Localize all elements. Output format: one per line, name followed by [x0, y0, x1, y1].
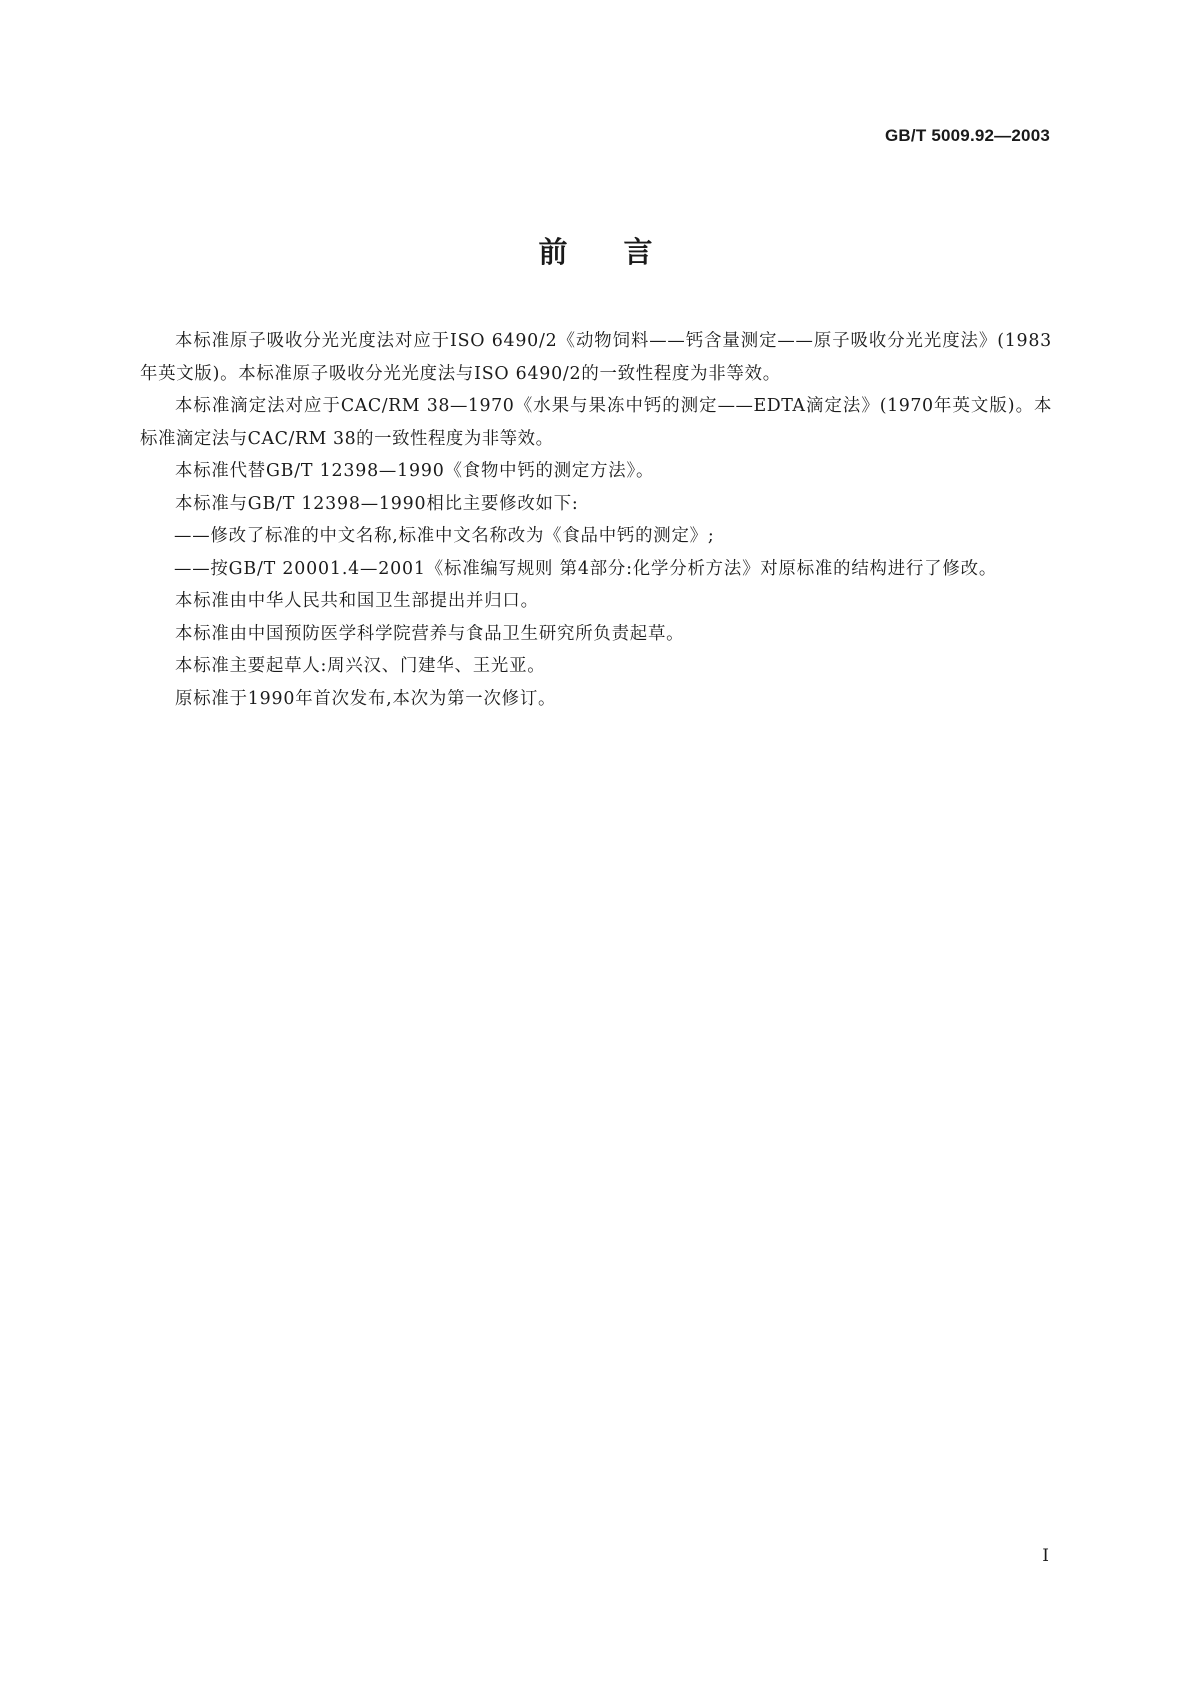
standard-number: GB/T 5009.92—2003	[885, 126, 1050, 145]
paragraph-history: 原标准于1990年首次发布,本次为第一次修订。	[175, 688, 557, 709]
paragraph-drafted-by: 本标准由中国预防医学科学院营养与食品卫生研究所负责起草。	[175, 623, 685, 644]
page-title: 前言	[538, 235, 709, 269]
paragraph-titration-method: 本标准滴定法对应于CAC/RM 38—1970《水果与果冻中钙的测定——EDTA滴定法》(1970年英文版)。本标准滴定法与CAC/RM 38的一致性程度为非等效。	[140, 396, 1052, 449]
list-item-change-name: ——修改了标准的中文名称,标准中文名称改为《食品中钙的测定》;	[174, 526, 715, 546]
paragraph-aas-method: 本标准原子吸收分光光度法对应于ISO 6490/2《动物饲料——钙含量测定——原子吸收分光光度法》(1983年英文版)。本标准原子吸收分光光度法与ISO 6490/2的一致性程度为非等效。	[140, 331, 1052, 384]
list-item-change-structure: ——按GB/T 20001.4—2001《标准编写规则 第4部分:化学分析方法》对原标准的结构进行了修改。	[174, 558, 998, 579]
document-body	[140, 325, 1052, 715]
paragraph-proposed-by: 本标准由中华人民共和国卫生部提出并归口。	[175, 591, 539, 611]
page-number: I	[1042, 1546, 1049, 1566]
paragraph-changes-intro: 本标准与GB/T 12398—1990相比主要修改如下:	[175, 493, 579, 514]
paragraph-drafters: 本标准主要起草人:周兴汉、门建华、王光亚。	[175, 656, 546, 676]
paragraph-replaces: 本标准代替GB/T 12398—1990《食物中钙的测定方法》。	[175, 461, 655, 481]
